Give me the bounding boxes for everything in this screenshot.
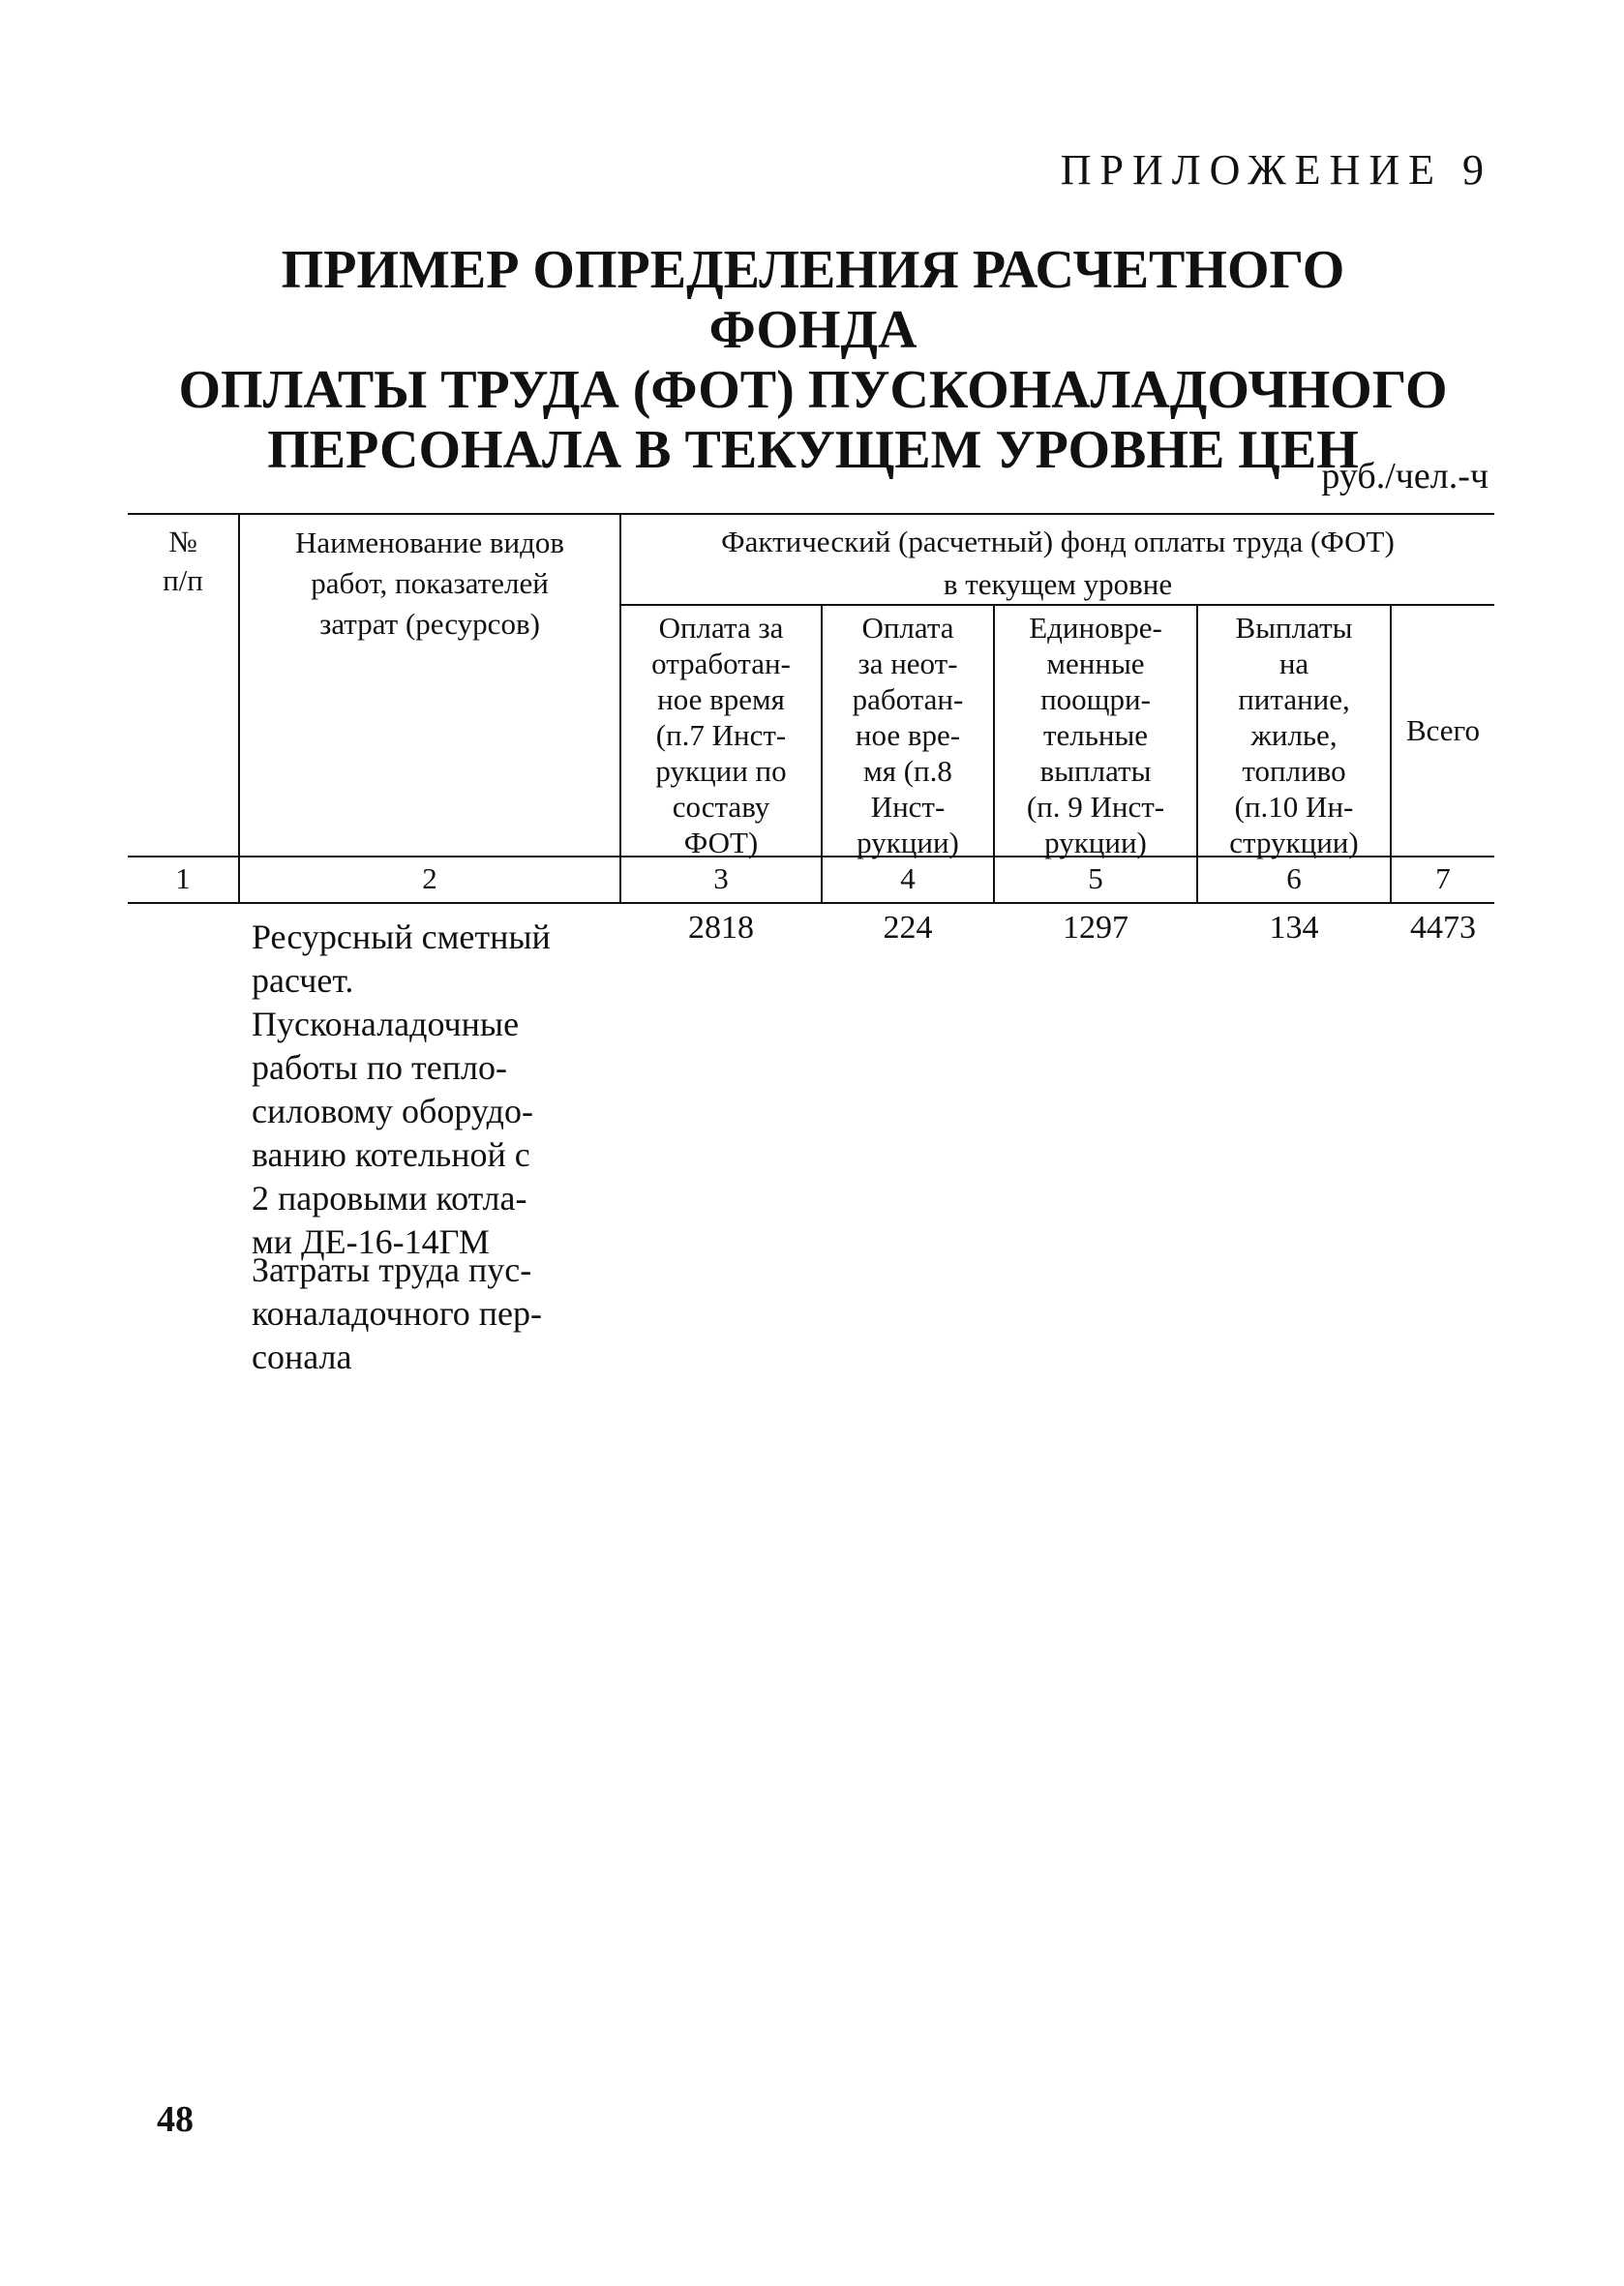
subheader-worked-time: Оплата за отработан- ное время (п.7 Инст- рукции по составу ФОТ) [651,611,791,859]
column-number-5: 5 [1088,861,1103,895]
column-number-6: 6 [1286,861,1302,895]
column-numbers-rule [128,902,1494,904]
value-food-housing: 134 [1269,910,1319,946]
value-unworked-time: 224 [883,910,933,946]
column-number-7: 7 [1435,861,1451,895]
table-top-rule [128,513,1494,515]
row-description-note: Затраты труда пус- коналадочного пер- сонала [252,1250,543,1376]
value-total: 4473 [1410,910,1476,946]
column-number-3: 3 [713,861,729,895]
page-number: 48 [157,2099,194,2140]
value-worked-time: 2818 [688,910,754,946]
document-title: ПРИМЕР ОПРЕДЕЛЕНИЯ РАСЧЕТНОГО ФОНДА ОПЛАТЫ ТРУДА (ФОТ) ПУСКОНАЛАДОЧНОГО ПЕРСОНАЛА В ТЕКУЩЕМ УРОВНЕ ЦЕН [178,240,1448,480]
appendix-label: ПРИЛОЖЕНИЕ 9 [1060,146,1492,194]
header-fot-group: Фактический (расчетный) фонд оплаты труда (ФОТ) в текущем уровне [721,525,1395,601]
header-name: Наименование видов работ, показателей затрат (ресурсов) [294,526,565,641]
subheader-unworked-time: Оплата за неот- работан- ное вре- мя (п.8 Инст- рукции) [852,611,964,859]
column-number-1: 1 [175,861,191,895]
subheader-bonus: Единовре- менные поощри- тельные выплаты (п. 9 Инст- рукции) [1026,611,1165,859]
column-number-4: 4 [900,861,916,895]
unit-label: руб./чел.-ч [1321,456,1489,496]
subheader-food-housing: Выплаты на питание, жилье, топливо (п.10 Ин- струкции) [1229,611,1359,859]
value-bonus: 1297 [1063,910,1128,946]
column-number-2: 2 [422,861,437,895]
header-number: № п/п [163,525,203,597]
subheader-total: Всего [1405,713,1481,747]
row-description: Ресурсный сметный расчет. Пусконаладочные работы по тепло- силовому оборудо- ванию котельной с 2 паровыми котла- ми ДЕ-16-14ГМ [252,917,551,1261]
